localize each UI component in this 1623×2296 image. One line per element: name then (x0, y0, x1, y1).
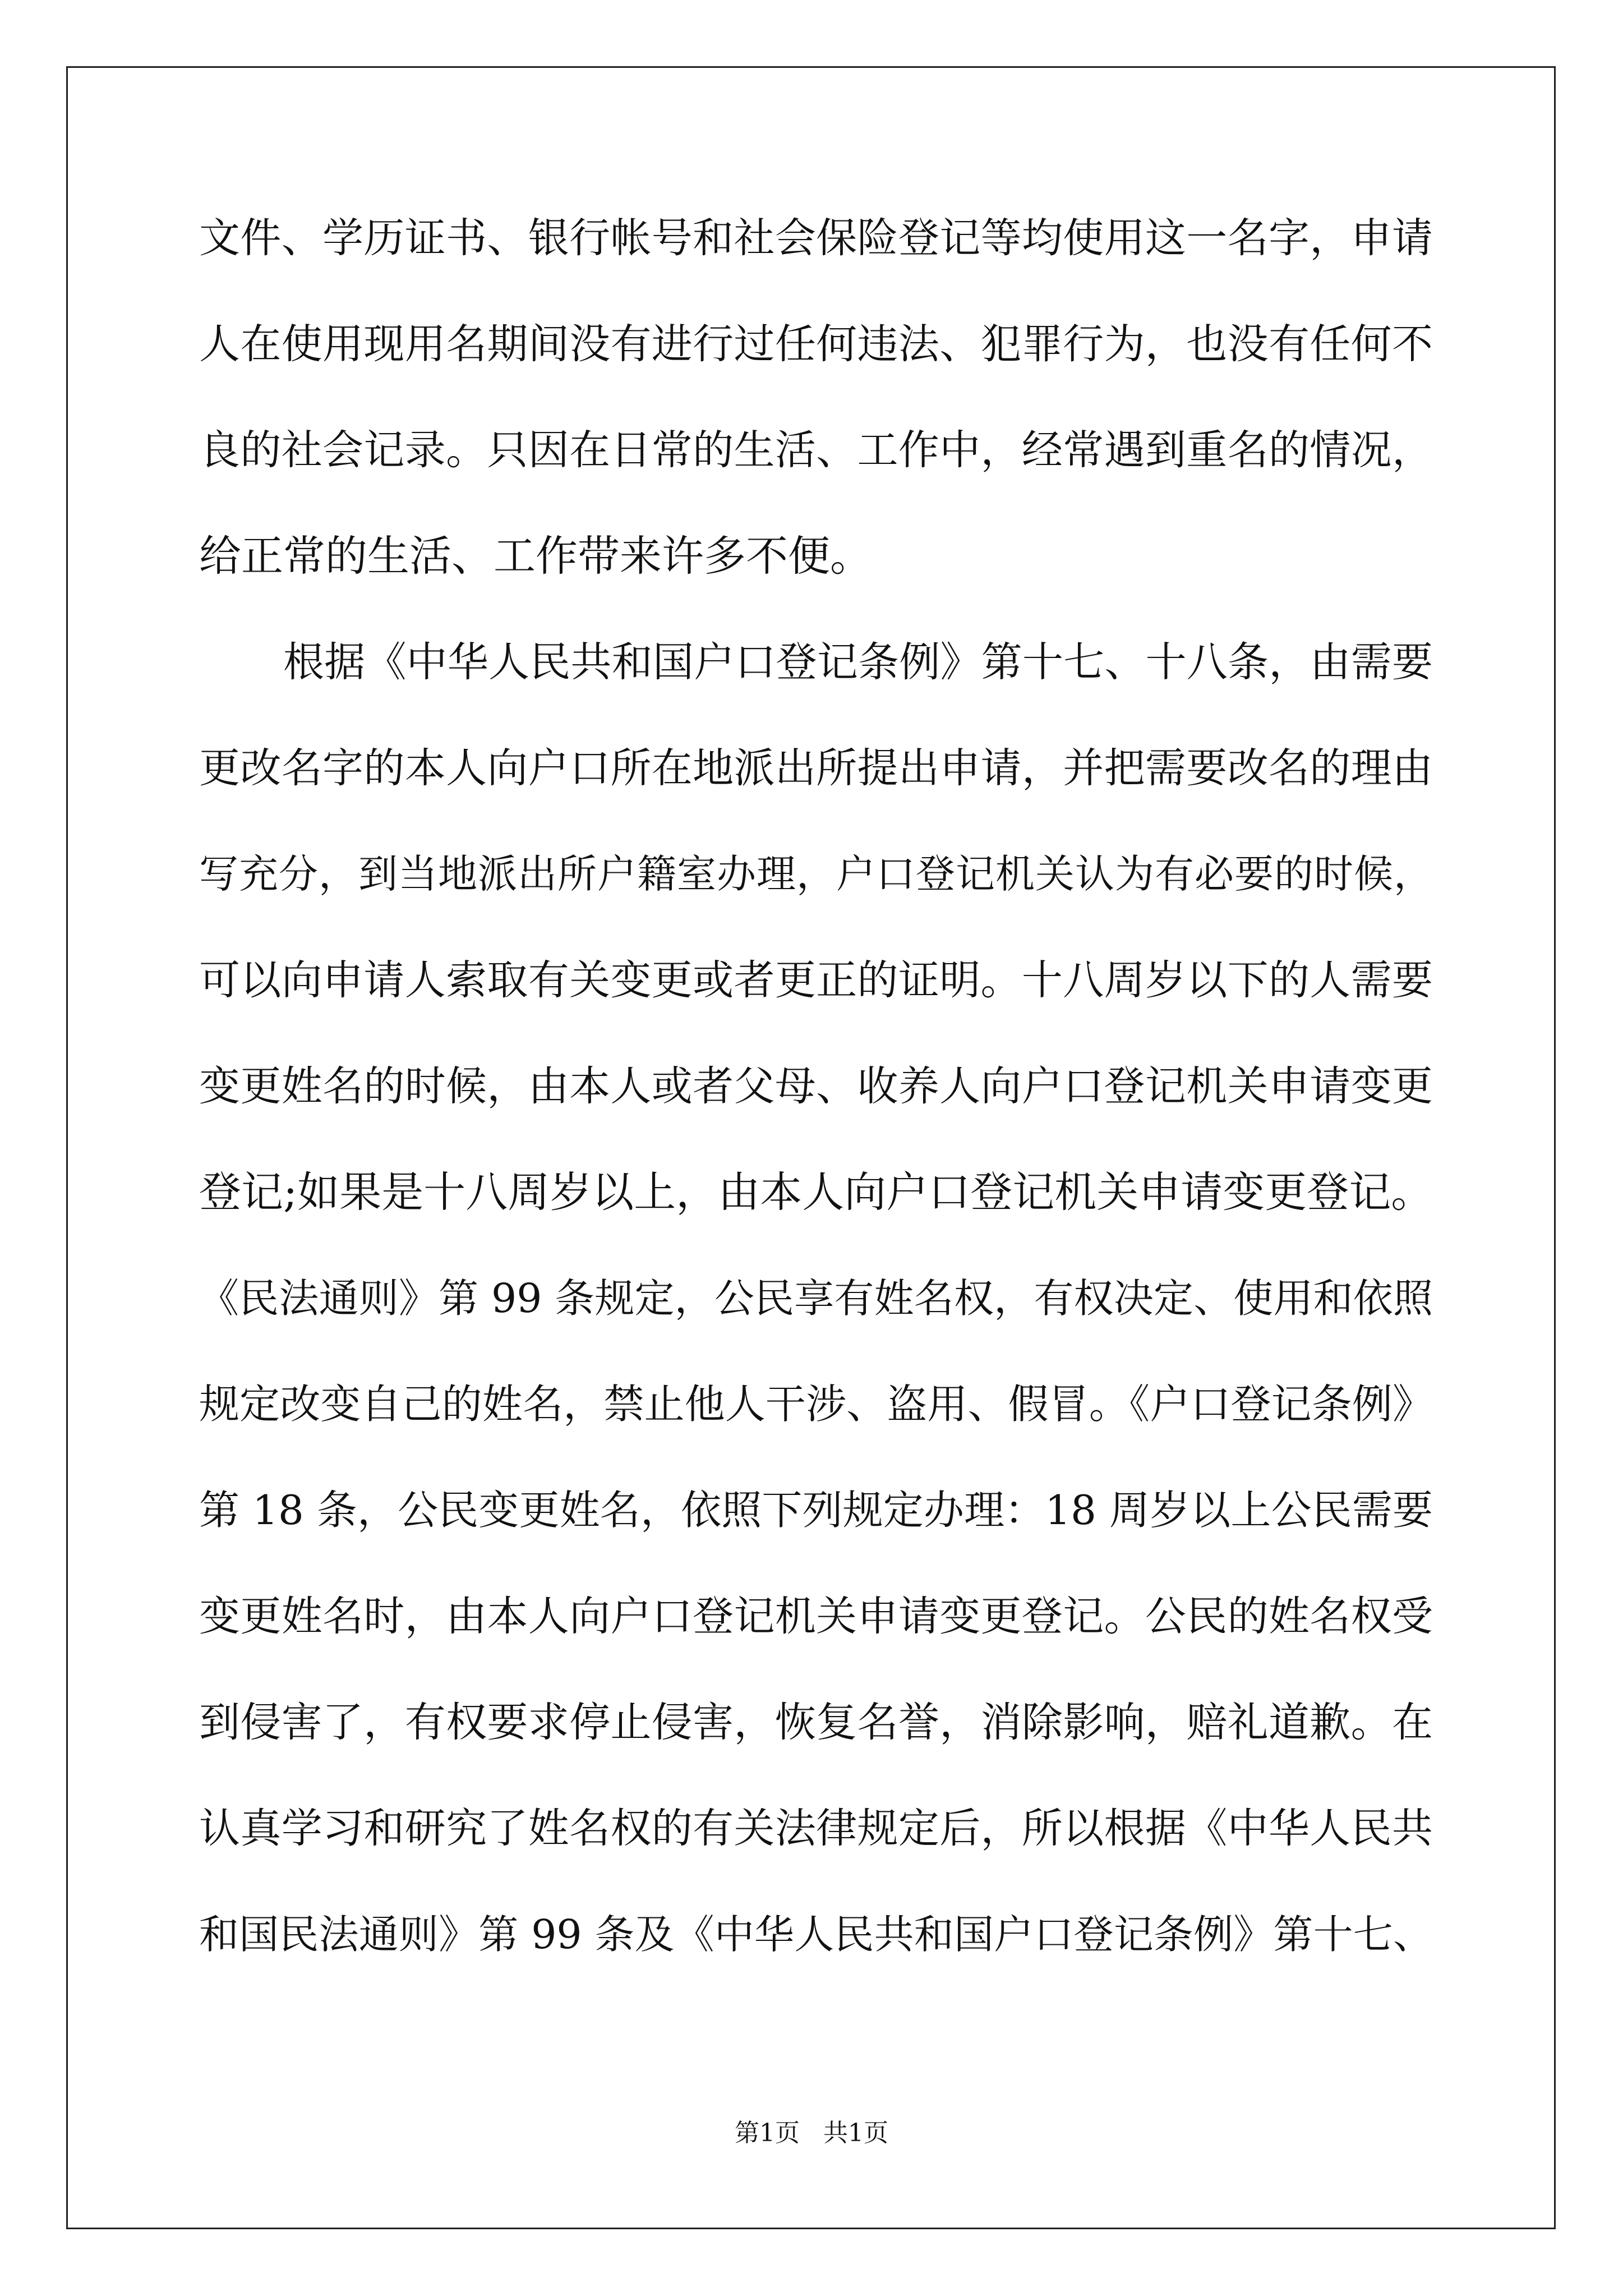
text-line: 给正常的生活、工作带来许多不便。 (199, 531, 873, 581)
text-line: 根据《中华人民共和国户口登记条例》第十七、十八条，由需要 (283, 638, 1433, 686)
text-line: 规定改变自己的姓名，禁止他人干涉、盗用、假冒。《户口登记条例》 (199, 1381, 1433, 1428)
page-footer: 第1页 共1页 (735, 2119, 888, 2147)
document-body (199, 214, 1433, 2019)
text-line: 到侵害了，有权要求停止侵害，恢复名誉，消除影响，赔礼道歉。在 (199, 1699, 1433, 1746)
text-line: 变更姓名时，由本人向户口登记机关申请变更登记。公民的姓名权受 (199, 1593, 1433, 1640)
text-line: 写充分，到当地派出所户籍室办理，户口登记机关认为有必要的时候， (199, 851, 1433, 897)
text-line: 认真学习和研究了姓名权的有关法律规定后，所以根据《中华人民共 (199, 1805, 1433, 1852)
text-line: 登记;如果是十八周岁以上，由本人向户口登记机关申请变更登记。 (199, 1167, 1433, 1217)
text-line: 变更姓名的时候，由本人或者父母、收养人向户口登记机关申请变更 (199, 1062, 1433, 1110)
text-line: 良的社会记录。只因在日常的生活、工作中，经常遇到重名的情况， (199, 426, 1433, 474)
text-line: 可以向申请人索取有关变更或者更正的证明。十八周岁以下的人需要 (199, 956, 1433, 1004)
text-line: 和国民法通则》第 99 条及《中华人民共和国户口登记条例》第十七、 (199, 1911, 1433, 1958)
text-line: 文件、学历证书、银行帐号和社会保险登记等均使用这一名字，申请 (199, 214, 1433, 262)
text-line: 人在使用现用名期间没有进行过任何违法、犯罪行为，也没有任何不 (199, 320, 1433, 368)
text-line: 更改名字的本人向户口所在地派出所提出申请，并把需要改名的理由 (199, 744, 1433, 792)
text-line: 《民法通则》第 99 条规定，公民享有姓名权，有权决定、使用和依照 (199, 1275, 1433, 1322)
text-line: 第 18 条，公民变更姓名，依照下列规定办理：18 周岁以上公民需要 (199, 1487, 1433, 1534)
